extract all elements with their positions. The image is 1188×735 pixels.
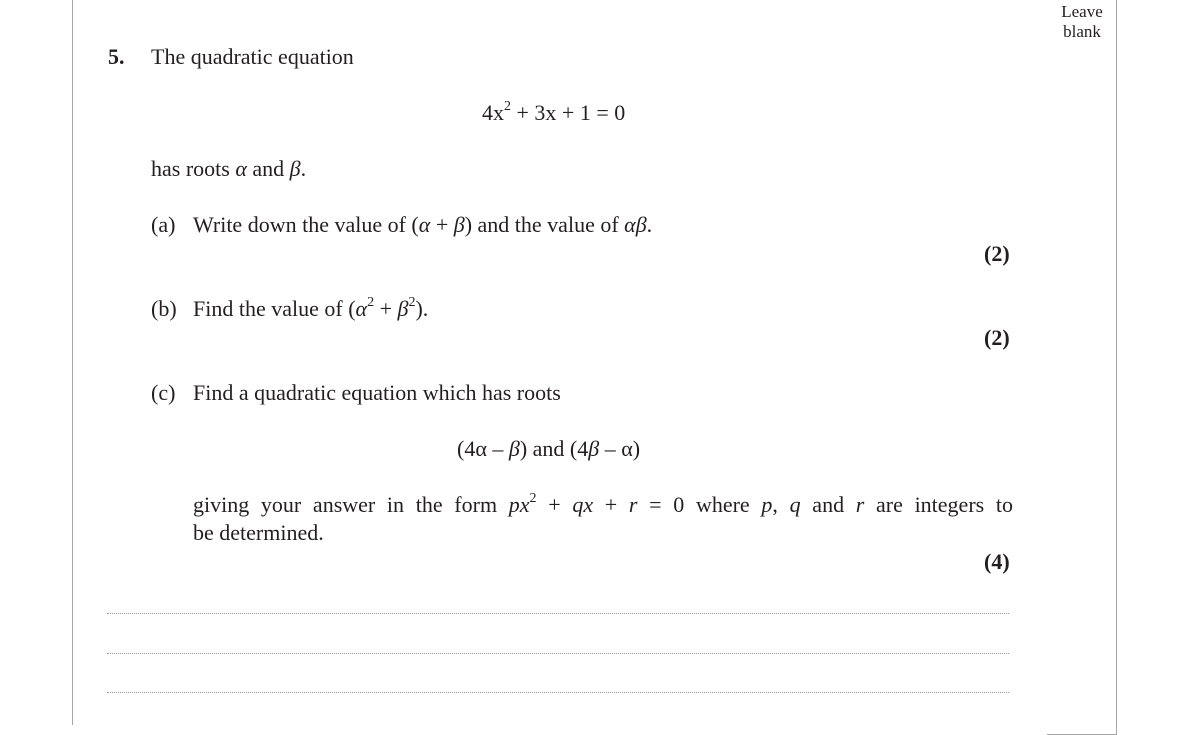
leave-blank-label: Leave blank [1061,2,1103,41]
part-a-label: (a) [151,212,176,237]
question-number: 5. [108,44,125,69]
part-c-instructions: giving your answer in the form $px^2$ + qx + r = 0 where p, q and r are integers to [193,490,1014,517]
part-c-marks: (4) [984,549,1010,574]
answer-line[interactable] [107,653,1009,654]
page-border-left [72,0,73,725]
question-intro: The quadratic equation [151,44,354,69]
part-a-marks: (2) [984,241,1010,266]
part-c-label: (c) [151,380,176,405]
part-b-text: Find the value of $(\alpha^2 + \beta^2)$. [193,294,429,321]
main-equation: $4x^2 + 3x + 1 = 0$ [482,98,626,125]
part-c-text: Find a quadratic equation which has roots [193,380,561,405]
answer-line[interactable] [107,613,1009,614]
part-a-text: Write down the value of (α + β) and the value of αβ. [193,212,653,237]
part-b-label: (b) [151,296,177,321]
leave-blank-column [1047,0,1117,735]
part-b-marks: (2) [984,325,1010,350]
part-c-instructions-line2: be determined. [193,520,324,545]
part-c-roots-expression: (4α – β) and (4β – α) [457,436,641,461]
roots-statement: has roots α and β. [151,156,307,181]
answer-line[interactable] [107,692,1009,693]
